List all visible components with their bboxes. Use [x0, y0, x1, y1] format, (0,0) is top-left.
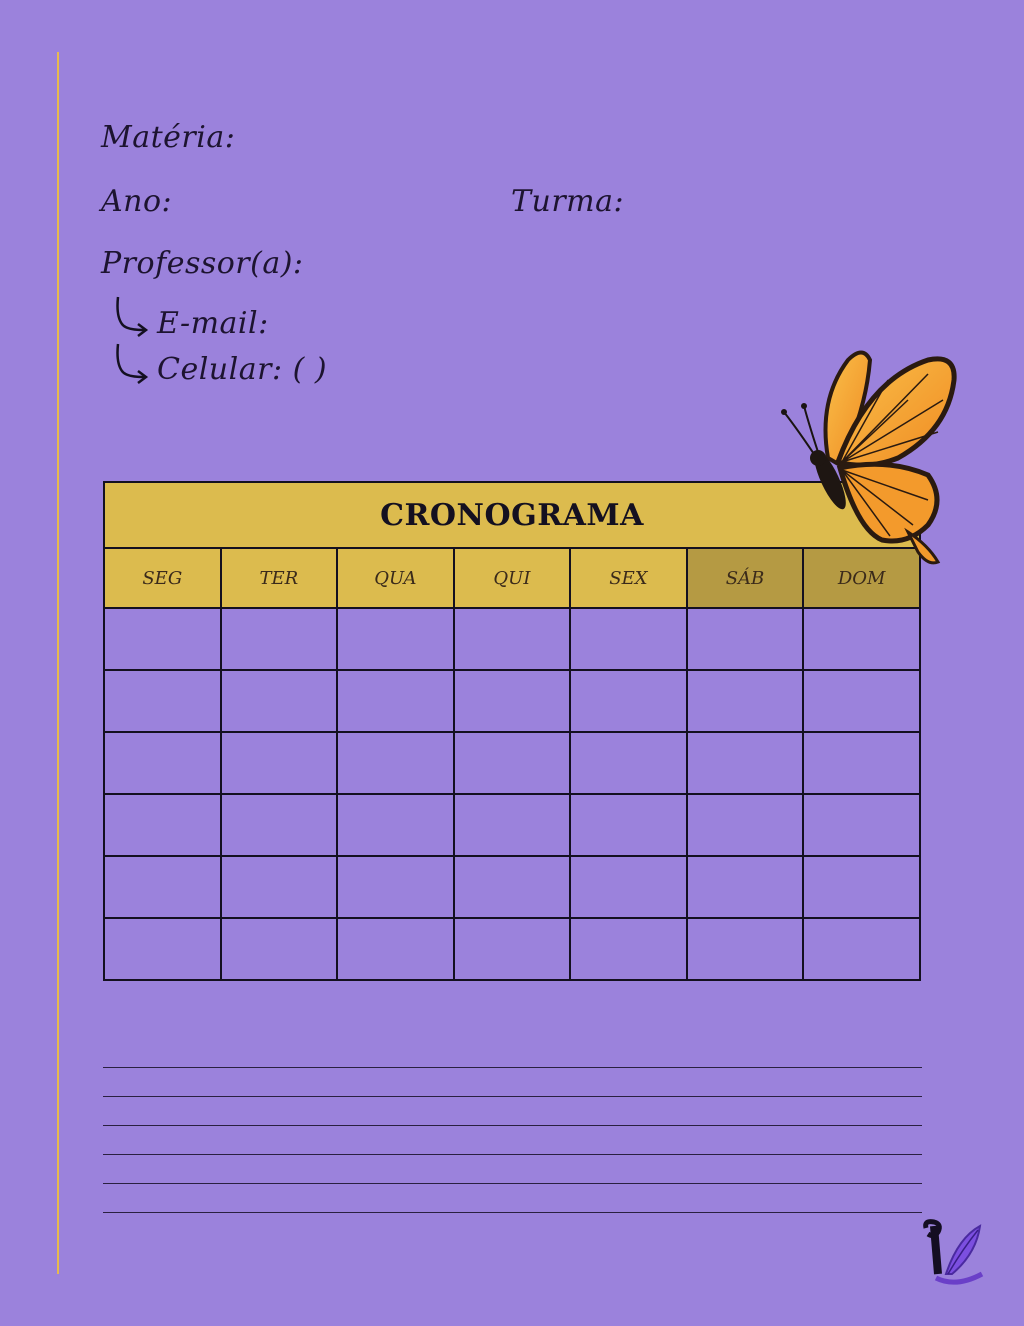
schedule-cell[interactable] [221, 732, 338, 794]
writing-line [103, 1183, 922, 1184]
day-header-qua: QUA [337, 548, 454, 608]
schedule-row [104, 794, 920, 856]
schedule-row [104, 608, 920, 670]
schedule-cell[interactable] [570, 856, 687, 918]
schedule-cell[interactable] [803, 608, 920, 670]
schedule-cell[interactable] [104, 670, 221, 732]
margin-line [57, 52, 59, 1274]
writing-line [103, 1212, 922, 1213]
writing-line [103, 1154, 922, 1155]
day-header-sab: SÁB [687, 548, 804, 608]
feather-logo-icon [918, 1218, 990, 1290]
schedule-cell[interactable] [104, 608, 221, 670]
schedule-cell[interactable] [570, 670, 687, 732]
schedule-cell[interactable] [687, 608, 804, 670]
schedule-cell[interactable] [687, 794, 804, 856]
professor-label: Professor(a): [101, 246, 304, 281]
schedule-cell[interactable] [221, 608, 338, 670]
schedule-cell[interactable] [104, 856, 221, 918]
schedule-cell[interactable] [570, 918, 687, 980]
schedule-cell[interactable] [454, 856, 571, 918]
day-header-ter: TER [221, 548, 338, 608]
schedule-cell[interactable] [454, 918, 571, 980]
schedule-cell[interactable] [687, 732, 804, 794]
schedule-cell[interactable] [104, 732, 221, 794]
day-header-qui: QUI [454, 548, 571, 608]
day-header-sex: SEX [570, 548, 687, 608]
day-header-seg: SEG [104, 548, 221, 608]
schedule-row [104, 732, 920, 794]
schedule-cell[interactable] [221, 794, 338, 856]
curved-arrow-icon [112, 294, 156, 338]
schedule-cell[interactable] [104, 794, 221, 856]
curved-arrow-icon [112, 341, 156, 385]
schedule-cell[interactable] [221, 856, 338, 918]
schedule-cell[interactable] [803, 732, 920, 794]
schedule-cell[interactable] [337, 918, 454, 980]
writing-line [103, 1067, 922, 1068]
schedule-row [104, 670, 920, 732]
schedule-cell[interactable] [337, 732, 454, 794]
schedule-cell[interactable] [337, 856, 454, 918]
schedule-row [104, 918, 920, 980]
turma-label: Turma: [511, 184, 625, 219]
materia-label: Matéria: [101, 120, 236, 155]
schedule-cell[interactable] [337, 608, 454, 670]
schedule-cell[interactable] [454, 732, 571, 794]
schedule-cell[interactable] [687, 670, 804, 732]
schedule-cell[interactable] [337, 670, 454, 732]
schedule-cell[interactable] [803, 918, 920, 980]
schedule-cell[interactable] [221, 918, 338, 980]
writing-line [103, 1125, 922, 1126]
email-label: E-mail: [157, 306, 269, 341]
schedule-cell[interactable] [570, 608, 687, 670]
writing-line [103, 1096, 922, 1097]
schedule-cell[interactable] [454, 608, 571, 670]
schedule-cell[interactable] [570, 732, 687, 794]
schedule-cell[interactable] [337, 794, 454, 856]
schedule-cell[interactable] [454, 670, 571, 732]
celular-label: Celular: ( ) [157, 352, 328, 387]
schedule-cell[interactable] [687, 918, 804, 980]
schedule-cell[interactable] [687, 856, 804, 918]
schedule-cell[interactable] [803, 670, 920, 732]
schedule-cell[interactable] [104, 918, 221, 980]
schedule-row [104, 856, 920, 918]
ano-label: Ano: [101, 184, 173, 219]
schedule-cell[interactable] [221, 670, 338, 732]
schedule-cell[interactable] [803, 794, 920, 856]
schedule-cell[interactable] [454, 794, 571, 856]
schedule-title: CRONOGRAMA [104, 482, 920, 548]
schedule-cell[interactable] [803, 856, 920, 918]
butterfly-icon [778, 340, 963, 575]
day-header-dom: DOM [803, 548, 920, 608]
schedule-cell[interactable] [570, 794, 687, 856]
